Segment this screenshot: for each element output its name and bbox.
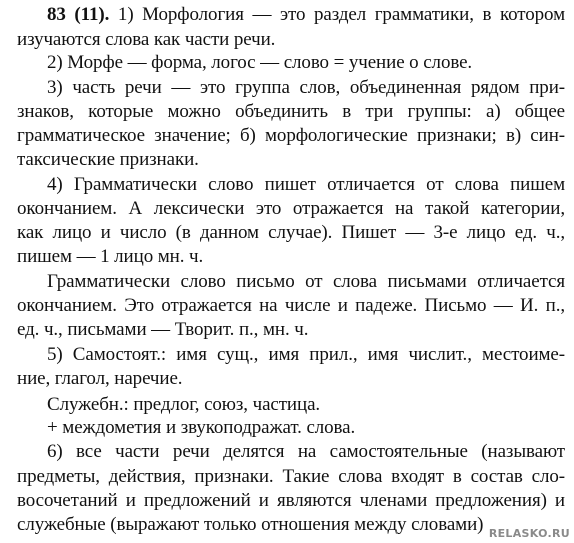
exercise-number: 83 (11). <box>47 4 110 25</box>
text-line-8: 4) Грамматически слово пишет отличается от слова пишем <box>47 174 565 195</box>
text-line-14: ед. ч., письмами — Творит. п., мн. ч. <box>17 319 309 340</box>
text-line-3: 2) Морфе — форма, логос — слово = учение о слове. <box>47 52 473 73</box>
site-watermark: RELASKO.RU <box>488 527 570 540</box>
text-line-2: изучаются слова как части речи. <box>17 29 276 50</box>
text-line-22: служебные (выражают только отношения между словами) <box>17 514 484 535</box>
text-line-10: как лицо и число (в данном случае). Пишет — 3-е лицо ед. ч., <box>17 222 565 243</box>
text-line-1 <box>47 3 565 27</box>
text-line-6: грамматическое значение; б) морфологические признаки; в) син- <box>17 125 565 146</box>
text-line-5: знаков, которые можно объединить в три группы: а) общее <box>17 101 565 122</box>
text-line-15: 5) Самостоят.: имя сущ., имя прил., имя числит., местоиме- <box>47 344 565 365</box>
text-line-7: таксические признаки. <box>17 149 199 170</box>
text-line-19: 6) все части речи делятся на самостоятельные (называют <box>47 441 565 462</box>
text-line-20: предметы, действия, признаки. Такие слова входят в состав сло- <box>17 466 565 487</box>
text-line-21: восочетаний и предложений и являются членами предложения) и <box>17 490 565 511</box>
text-line-11: пишем — 1 лицо мн. ч. <box>17 246 204 267</box>
text-line-1-content: 1) Морфология — это раздел грамматики, в котором <box>109 4 565 25</box>
text-line-17: Служебн.: предлог, союз, частица. <box>47 394 321 415</box>
text-line-9: окончанием. А лексически это отражается на такой категории, <box>17 198 565 219</box>
text-line-12: Грамматически слово письмо от слова письмами отличается <box>47 271 565 292</box>
text-line-4: 3) часть речи — это группа слов, объединенная рядом при- <box>47 77 565 98</box>
text-line-18: + междометия и звукоподражат. слова. <box>47 417 356 438</box>
text-line-16: ние, глагол, наречие. <box>17 368 183 389</box>
text-line-13: окончанием. Это отражается на числе и падеже. Письмо — И. п., <box>17 295 565 316</box>
